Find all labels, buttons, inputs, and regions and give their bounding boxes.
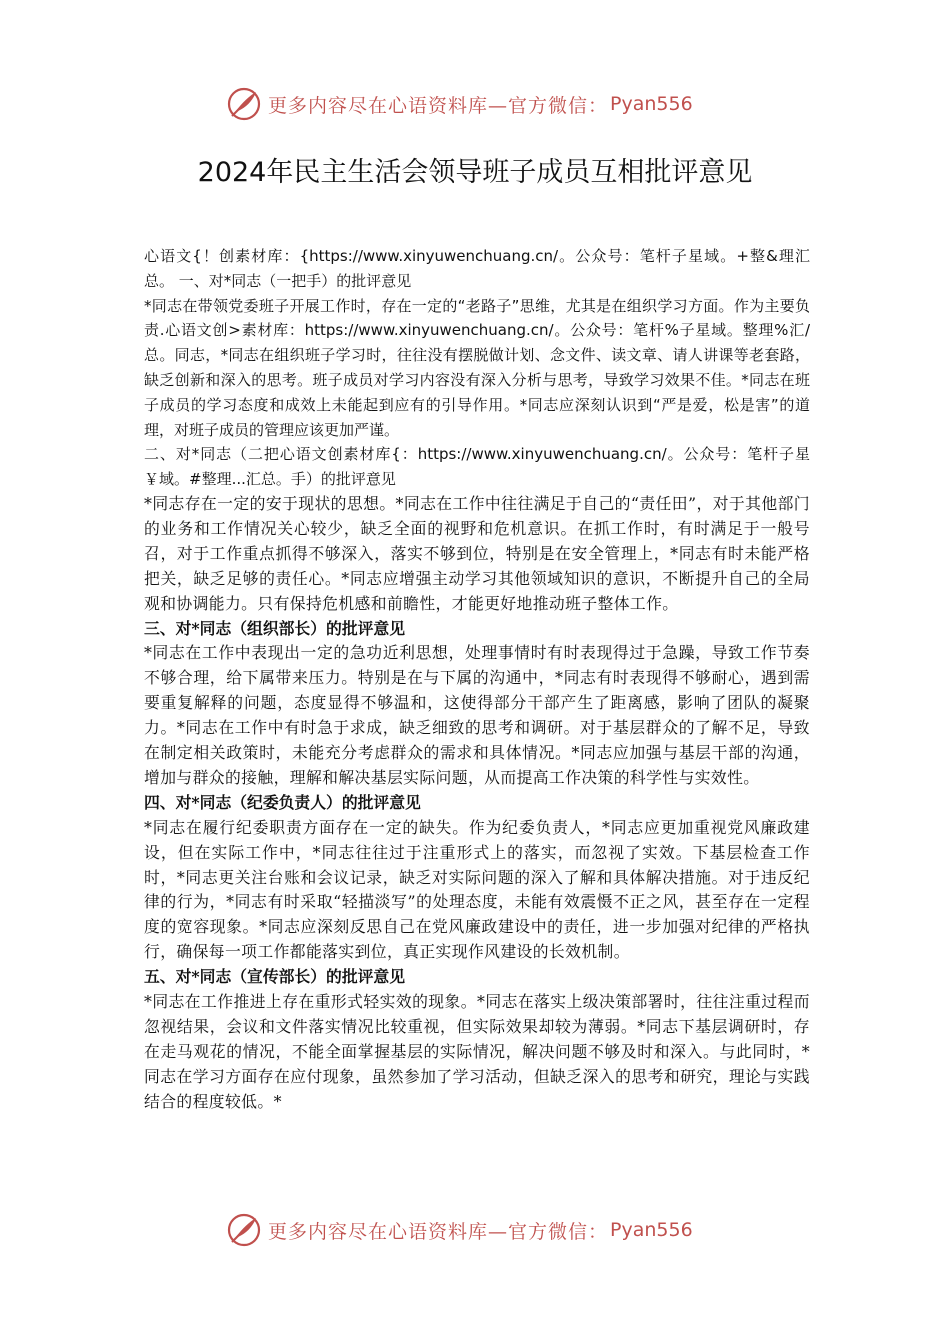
paragraph-3: *同志在工作中表现出一定的急功近利思想，处理事情时有时表现得过于急躁，导致工作节奏不够合理，给下属带来压力。特别是在与下属的沟通中，*同志有时表现得不够耐心，遇到需要重复解释的问题，态度显得不够温和，这使得部分干部产生了距离感，影响了团队的凝聚力。*同志在工作中有时急于求成，缺乏细致的思考和调研。对于基层群众的了解不足，导致在制定相关政策时，未能充分考虑群众的需求和具体情况。*同志应加强与基层干部的沟通，增加与群众的接触，理解和解决基层实际问题，从而提高工作决策的科学性与实效性。 — [144, 643, 810, 787]
banner-text: 更多内容尽在心语资料库—官方微信： — [268, 94, 609, 117]
paragraph-1: *同志在带领党委班子开展工作时，存在一定的“老路子”思维，尤其是在组织学习方面。作为主要负责.心语文创>素材库：https://www.xinyuwenchuang.cn/。公众号：笔杆%子星域。整理%汇/总。同志，*同志在组织班子学习时，往往没有摆脱做计划、念文件、读文章、请人讲课等老套路，缺乏创新和深入的思考。班子成员对学习内容没有深入分析与思考，导致学习效果不佳。*同志在班子成员的学习态度和成效上未能起到应有的引导作用。*同志应深刻认识到“严是爱，松是害”的道理，对班子成员的管理应该更加严谨。 — [144, 296, 810, 439]
document-body — [144, 244, 810, 1115]
section-heading-4: 四、对*同志（纪委负责人）的批评意见 — [144, 792, 421, 812]
paragraph-5: *同志在工作推进上存在重形式轻实效的现象。*同志在落实上级决策部署时，往往注重过程而忽视结果，会议和文件落实情况比较重视，但实际效果却较为薄弱。*同志下基层调研时，存在走马观花的情况，不能全面掌握基层的实际情况，解决问题不够及时和深入。与此同时，*同志在学习方面存在应付现象，虽然参加了学习活动，但缺乏深入的思考和研究，理论与实践结合的程度较低。* — [144, 992, 810, 1111]
banner-wechat-id: Pyan556 — [610, 1219, 693, 1241]
paragraph-2: *同志存在一定的安于现状的思想。*同志在工作中往往满足于自己的“责任田”，对于其他部门的业务和工作情况关心较少，缺乏全面的视野和危机意识。在抓工作时，有时满足于一般号召，对于工作重点抓得不够深入，落实不够到位，特别是在安全管理上，*同志有时未能严格把关，缺乏足够的责任心。*同志应增强主动学习其他领域知识的意识，不断提升自己的全局观和协调能力。只有保持危机感和前瞻性，才能更好地推动班子整体工作。 — [144, 493, 810, 613]
quill-logo-icon — [226, 86, 262, 122]
section-heading-2: 二、对*同志（二把心语文创素材库{：https://www.xinyuwenchuang.cn/。公众号：笔杆子星￥域。#整理...汇总。手）的批评意见 — [144, 445, 810, 489]
intro-paragraph: 心语文{！创素材库：{https://www.xinyuwenchuang.cn/。公众号：笔杆子星域。+整&理汇总。 一、对*同志（一把手）的批评意见 — [144, 247, 810, 290]
quill-logo-icon — [226, 1212, 262, 1248]
header-banner — [226, 84, 693, 124]
banner-text: 更多内容尽在心语资料库—官方微信： — [268, 1220, 609, 1243]
paragraph-4: *同志在履行纪委职责方面存在一定的缺失。作为纪委负责人，*同志应更加重视党风廉政建设，但在实际工作中，*同志往往过于注重形式上的落实，而忽视了实效。下基层检查工作时，*同志更关注台账和会议记录，缺乏对实际问题的深入了解和具体解决措施。对于违反纪律的行为，*同志有时采取“轻描淡写”的处理态度，未能有效震慑不正之风，甚至存在一定程度的宽容现象。*同志应深刻反思自己在党风廉政建设中的责任，进一步加强对纪律的严格执行，确保每一项工作都能落实到位，真正实现作风建设的长效机制。 — [144, 817, 810, 962]
footer-banner — [226, 1210, 693, 1250]
section-heading-5: 五、对*同志（宣传部长）的批评意见 — [144, 967, 406, 987]
banner-wechat-id: Pyan556 — [610, 93, 693, 115]
section-heading-3: 三、对*同志（组织部长）的批评意见 — [144, 618, 406, 638]
page-title: 2024年民主生活会领导班子成员互相批评意见 — [197, 157, 753, 188]
